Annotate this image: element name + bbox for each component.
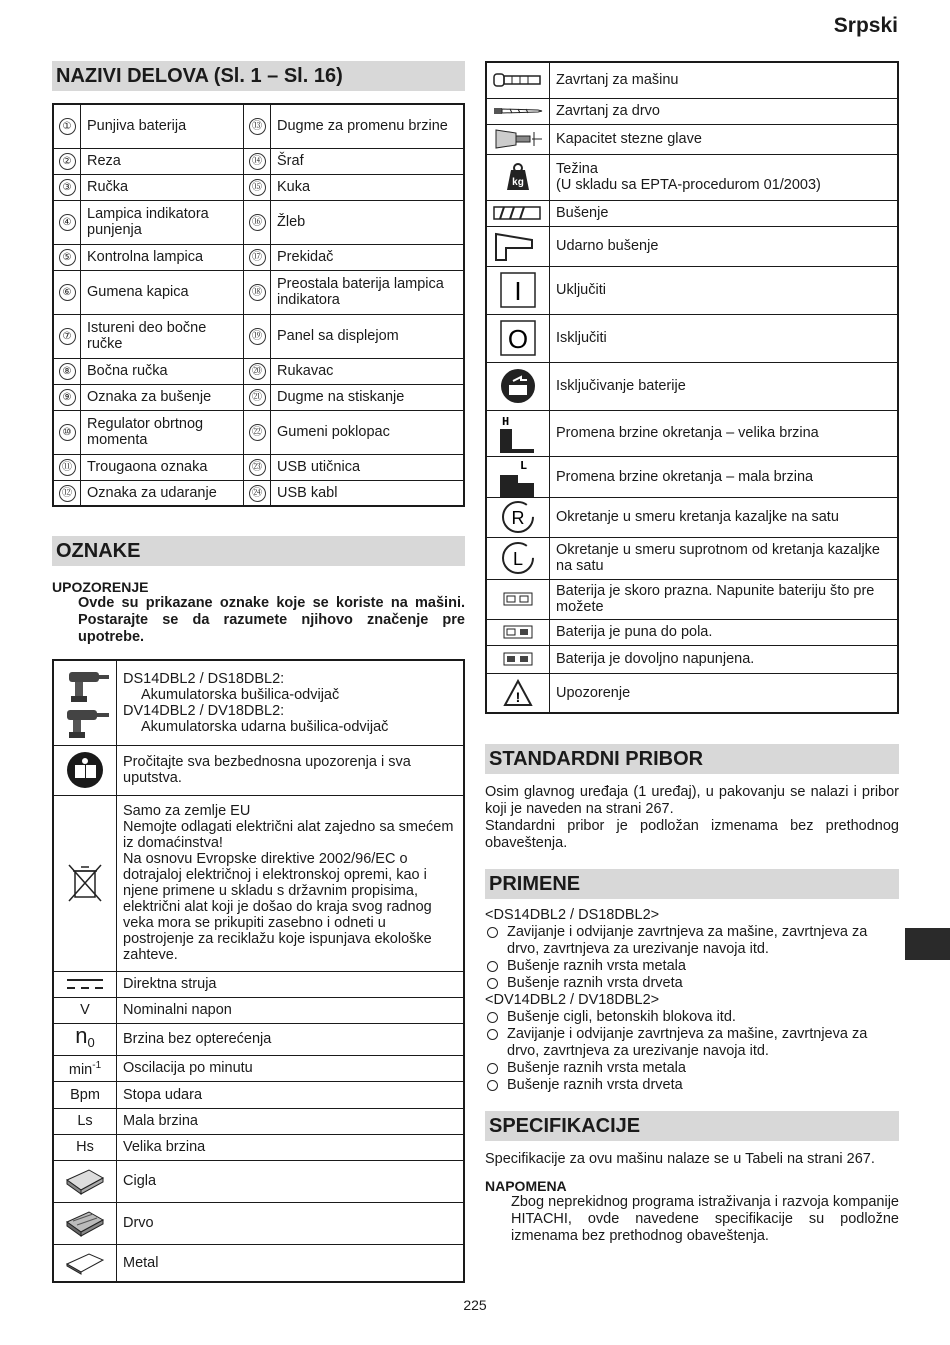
section-tab-marker bbox=[905, 928, 950, 960]
part-label: Gumeni poklopac bbox=[271, 410, 465, 454]
part-number: ⑲ bbox=[249, 328, 266, 345]
part-label: USB kabl bbox=[271, 480, 465, 506]
table-row bbox=[53, 1055, 464, 1081]
table-row bbox=[486, 497, 898, 537]
unit-symbol bbox=[53, 1055, 117, 1081]
model-line: DV14DBL2 / DV18DBL2: bbox=[123, 702, 285, 719]
unit-text: Direktna struja bbox=[117, 971, 465, 997]
part-number: ⑭ bbox=[249, 153, 266, 170]
part-number: ③ bbox=[59, 179, 76, 196]
unit-symbol-sup: -1 bbox=[92, 1060, 102, 1072]
unit-text: Nominalni napon bbox=[117, 997, 465, 1023]
part-number-cell bbox=[53, 358, 81, 384]
part-label: Panel sa displejom bbox=[271, 314, 465, 358]
svg-text:I: I bbox=[514, 276, 522, 306]
battery-remove-icon bbox=[486, 362, 550, 410]
part-number: ⑦ bbox=[59, 328, 76, 345]
table-row bbox=[53, 1244, 464, 1282]
unit-symbol-main: n bbox=[75, 1022, 88, 1048]
primene-group1: <DS14DBL2 / DS18DBL2> bbox=[485, 907, 660, 923]
table-row bbox=[486, 456, 898, 497]
low-speed-icon bbox=[486, 456, 550, 497]
drill-icon bbox=[486, 200, 550, 226]
battery-low-icon bbox=[486, 579, 550, 619]
table-row bbox=[53, 104, 464, 148]
part-label: Gumena kapica bbox=[81, 270, 244, 314]
model-line: Akumulatorska udarna bušilica-odvijač bbox=[141, 718, 389, 735]
weee-text: Samo za zemlje EU Nemojte odlagati električni alat zajedno sa smećem iz domaćinstva! Na osnovu Evropske direktive 2002/96/EC o dotrajaloj električnoj i elektronskoj opremi, kao i njene primene u skladu s državnim propisima, električni alat koji je došao do kraja svog radnog veka mora se prikupiti zasebno i odneti u postrojenje za reciklažu koje ispunjava ekološke zahteve. bbox=[117, 795, 465, 971]
table-row bbox=[53, 270, 464, 314]
part-number-cell bbox=[53, 480, 81, 506]
table-row bbox=[486, 619, 898, 645]
part-number-cell bbox=[244, 200, 271, 244]
part-label: Preostala baterija lampica indikatora bbox=[271, 270, 465, 314]
symbol-text: Udarno bušenje bbox=[550, 226, 899, 266]
part-number-cell bbox=[244, 314, 271, 358]
table-row bbox=[486, 314, 898, 362]
brick-icon bbox=[53, 1160, 117, 1202]
battery-half-icon bbox=[486, 619, 550, 645]
table-row bbox=[53, 410, 464, 454]
part-label: Dugme na stiskanje bbox=[271, 384, 465, 410]
note-text: Zbog neprekidnog programa istraživanja i razvoja kompanije HITACHI, ovde navedene specifikacije su podložne izmenama bez prethodnog obaveštenja. bbox=[511, 1194, 899, 1244]
table-row bbox=[53, 1160, 464, 1202]
list-item: Zavijanje i odvijanje zavrtnjeva za mašine, zavrtnjeva za drvo, zavrtnjeva za urezivanje navoja itd. bbox=[485, 1026, 899, 1060]
table-row bbox=[486, 410, 898, 456]
table-row bbox=[53, 745, 464, 795]
part-number: ⑧ bbox=[59, 363, 76, 380]
table-row bbox=[486, 200, 898, 226]
metal-icon bbox=[53, 1244, 117, 1282]
part-label: Reza bbox=[81, 148, 244, 174]
primene-title: PRIMENE bbox=[485, 869, 899, 899]
wood-icon bbox=[53, 1202, 117, 1244]
symbol-text: Zavrtanj za drvo bbox=[550, 98, 899, 124]
unit-text: Stopa udara bbox=[117, 1081, 465, 1108]
part-label: Šraf bbox=[271, 148, 465, 174]
part-number-cell bbox=[244, 384, 271, 410]
spec-p1: Specifikacije za ovu mašinu nalaze se u Tabeli na strani 267. bbox=[485, 1151, 875, 1167]
part-number-cell bbox=[244, 410, 271, 454]
symbol-text: Promena brzine okretanja – mala brzina bbox=[550, 456, 899, 497]
clockwise-icon bbox=[486, 497, 550, 537]
standard-p1: Osim glavnog uređaja (1 uređaj), u pakovanju se nalazi i pribor koji je naveden na strani 267. bbox=[485, 784, 899, 817]
part-number-cell bbox=[244, 244, 271, 270]
svg-text:L: L bbox=[520, 458, 528, 473]
hammer-icon bbox=[486, 226, 550, 266]
table-row bbox=[53, 971, 464, 997]
primene-group2: <DV14DBL2 / DV18DBL2> bbox=[485, 992, 660, 1008]
parts-title: NAZIVI DELOVA (Sl. 1 – Sl. 16) bbox=[52, 61, 465, 91]
part-number-cell bbox=[244, 480, 271, 506]
drill-tools-icon bbox=[53, 660, 117, 745]
symbol-text: Okretanje u smeru kretanja kazaljke na satu bbox=[550, 497, 899, 537]
unit-symbol: Bpm bbox=[53, 1081, 117, 1108]
part-label: Kuka bbox=[271, 174, 465, 200]
symbol-text: Upozorenje bbox=[550, 673, 899, 713]
table-row bbox=[486, 62, 898, 98]
unit-text: Oscilacija po minutu bbox=[117, 1055, 465, 1081]
table-row bbox=[53, 200, 464, 244]
part-number: ㉓ bbox=[249, 459, 266, 476]
table-row bbox=[53, 1108, 464, 1134]
symbols-table-right bbox=[485, 61, 899, 714]
part-number: ⑯ bbox=[249, 214, 266, 231]
table-row bbox=[486, 154, 898, 200]
table-row bbox=[486, 673, 898, 713]
on-icon bbox=[486, 266, 550, 314]
weee-bin-icon bbox=[53, 795, 117, 971]
right-column bbox=[485, 0, 899, 1245]
table-row bbox=[53, 148, 464, 174]
part-number-cell bbox=[244, 104, 271, 148]
note-heading: NAPOMENA bbox=[485, 1178, 567, 1194]
spec-title: SPECIFIKACIJE bbox=[485, 1111, 899, 1141]
list-item: Bušenje raznih vrsta metala bbox=[485, 1060, 899, 1077]
unit-text: Brzina bez opterećenja bbox=[117, 1023, 465, 1055]
part-number-cell bbox=[53, 454, 81, 480]
read-manual-text: Pročitajte sva bezbednosna upozorenja i sva uputstva. bbox=[117, 745, 465, 795]
svg-text:L: L bbox=[512, 549, 524, 569]
part-label: USB utičnica bbox=[271, 454, 465, 480]
model-cell bbox=[117, 660, 465, 745]
unit-symbol bbox=[53, 1023, 117, 1055]
model-line: Akumulatorska bušilica-odvijač bbox=[141, 686, 340, 703]
symbol-text: Promena brzine okretanja – velika brzina bbox=[550, 410, 899, 456]
chuck-icon bbox=[486, 124, 550, 154]
part-label: Bočna ručka bbox=[81, 358, 244, 384]
part-number-cell bbox=[53, 244, 81, 270]
language-label: Srpski bbox=[833, 14, 898, 37]
standard-p2: Standardni pribor je podložan izmenama bez prethodnog obaveštenja. bbox=[485, 818, 899, 851]
unit-symbol: Hs bbox=[53, 1134, 117, 1160]
oznake-title: OZNAKE bbox=[52, 536, 465, 566]
list-item: Zavijanje i odvijanje zavrtnjeva za mašine, zavrtnjeva za drvo, zavrtnjeva za urezivanje navoja itd. bbox=[485, 924, 899, 958]
part-number-cell bbox=[244, 358, 271, 384]
unit-symbol-sub: 0 bbox=[87, 1034, 95, 1050]
material-text: Drvo bbox=[117, 1202, 465, 1244]
symbol-text: Isključiti bbox=[550, 314, 899, 362]
part-number-cell bbox=[53, 200, 81, 244]
part-label: Rukavac bbox=[271, 358, 465, 384]
table-row bbox=[53, 1023, 464, 1055]
part-number: ㉒ bbox=[249, 424, 266, 441]
svg-text:R: R bbox=[511, 508, 525, 528]
part-number: ⑰ bbox=[249, 249, 266, 266]
standard-title: STANDARDNI PRIBOR bbox=[485, 744, 899, 774]
part-number: ② bbox=[59, 153, 76, 170]
list-item: Bušenje raznih vrsta drveta bbox=[485, 975, 899, 992]
part-number: ⑱ bbox=[249, 284, 266, 301]
table-row bbox=[486, 362, 898, 410]
svg-text:H: H bbox=[502, 415, 510, 429]
table-row bbox=[486, 226, 898, 266]
part-number-cell bbox=[53, 384, 81, 410]
part-number-cell bbox=[53, 148, 81, 174]
part-number: ⑳ bbox=[249, 363, 266, 380]
part-label: Ručka bbox=[81, 174, 244, 200]
unit-symbol-main: min bbox=[68, 1061, 93, 1078]
part-number: ④ bbox=[59, 214, 76, 231]
symbol-text: Težina (U skladu sa EPTA-procedurom 01/2003) bbox=[550, 154, 899, 200]
symbol-text: Bušenje bbox=[550, 200, 899, 226]
table-row bbox=[53, 174, 464, 200]
part-number: ㉔ bbox=[249, 485, 266, 502]
part-label: Dugme za promenu brzine bbox=[271, 104, 465, 148]
part-number-cell bbox=[244, 174, 271, 200]
table-row bbox=[53, 358, 464, 384]
part-label: Punjiva baterija bbox=[81, 104, 244, 148]
part-number: ⑥ bbox=[59, 284, 76, 301]
part-number: ① bbox=[59, 118, 76, 135]
table-row bbox=[53, 314, 464, 358]
part-number-cell bbox=[53, 314, 81, 358]
svg-text:!: ! bbox=[515, 688, 521, 705]
unit-text: Velika brzina bbox=[117, 1134, 465, 1160]
warning-heading: UPOZORENJE bbox=[52, 579, 149, 595]
table-row bbox=[53, 795, 464, 971]
svg-text:kg: kg bbox=[512, 177, 524, 188]
page-number: 225 bbox=[463, 1297, 487, 1313]
part-number: ⑮ bbox=[249, 179, 266, 196]
svg-text:O: O bbox=[507, 324, 529, 354]
unit-text: Mala brzina bbox=[117, 1108, 465, 1134]
part-number: ㉑ bbox=[249, 389, 266, 406]
part-label: Žleb bbox=[271, 200, 465, 244]
symbol-text: Baterija je puna do pola. bbox=[550, 619, 899, 645]
part-number-cell bbox=[53, 270, 81, 314]
part-number-cell bbox=[53, 104, 81, 148]
part-number: ⑤ bbox=[59, 249, 76, 266]
table-row bbox=[53, 454, 464, 480]
part-number: ⑫ bbox=[59, 485, 76, 502]
part-number: ⑪ bbox=[59, 459, 76, 476]
table-row bbox=[53, 1202, 464, 1244]
warning-text: Ovde su prikazane oznake koje se koriste na mašini. Postarajte se da razumete njihovo značenje pre upotrebe. bbox=[78, 595, 465, 645]
symbol-text: Isključivanje baterije bbox=[550, 362, 899, 410]
battery-full-icon bbox=[486, 645, 550, 673]
part-label: Kontrolna lampica bbox=[81, 244, 244, 270]
part-label: Oznaka za udaranje bbox=[81, 480, 244, 506]
table-row bbox=[53, 384, 464, 410]
material-text: Cigla bbox=[117, 1160, 465, 1202]
table-row bbox=[53, 997, 464, 1023]
symbol-text: Okretanje u smeru suprotnom od kretanja kazaljke na satu bbox=[550, 537, 899, 579]
read-manual-icon bbox=[53, 745, 117, 795]
dc-current-icon bbox=[53, 971, 117, 997]
part-number: ⑩ bbox=[59, 424, 76, 441]
table-row bbox=[53, 480, 464, 506]
parts-table bbox=[52, 103, 465, 507]
list-item: Bušenje raznih vrsta drveta bbox=[485, 1077, 899, 1094]
symbol-text: Baterija je dovoljno napunjena. bbox=[550, 645, 899, 673]
part-label: Istureni deo bočne ručke bbox=[81, 314, 244, 358]
symbol-text: Baterija je skoro prazna. Napunite bateriju što pre možete bbox=[550, 579, 899, 619]
table-row bbox=[53, 244, 464, 270]
part-number: ⑨ bbox=[59, 389, 76, 406]
model-line: DS14DBL2 / DS18DBL2: bbox=[123, 670, 285, 687]
part-label: Trougaona oznaka bbox=[81, 454, 244, 480]
table-row bbox=[53, 660, 464, 745]
symbols-table-left bbox=[52, 659, 465, 1283]
part-number-cell bbox=[53, 410, 81, 454]
counter-clockwise-icon bbox=[486, 537, 550, 579]
unit-symbol: Ls bbox=[53, 1108, 117, 1134]
warning-icon bbox=[486, 673, 550, 713]
part-number-cell bbox=[53, 174, 81, 200]
table-row bbox=[53, 1134, 464, 1160]
symbol-text: Kapacitet stezne glave bbox=[550, 124, 899, 154]
material-text: Metal bbox=[117, 1244, 465, 1282]
off-icon bbox=[486, 314, 550, 362]
part-number: ⑬ bbox=[249, 118, 266, 135]
part-label: Prekidač bbox=[271, 244, 465, 270]
table-row bbox=[486, 537, 898, 579]
unit-symbol: V bbox=[53, 997, 117, 1023]
part-number-cell bbox=[244, 270, 271, 314]
table-row bbox=[486, 645, 898, 673]
wood-screw-icon bbox=[486, 98, 550, 124]
symbol-text: Uključiti bbox=[550, 266, 899, 314]
table-row bbox=[486, 98, 898, 124]
part-number-cell bbox=[244, 148, 271, 174]
high-speed-icon bbox=[486, 410, 550, 456]
part-label: Regulator obrtnog momenta bbox=[81, 410, 244, 454]
symbol-text: Zavrtanj za mašinu bbox=[550, 62, 899, 98]
machine-screw-icon bbox=[486, 62, 550, 98]
list-item: Bušenje raznih vrsta metala bbox=[485, 958, 899, 975]
weight-icon bbox=[486, 154, 550, 200]
part-label: Oznaka za bušenje bbox=[81, 384, 244, 410]
table-row bbox=[486, 124, 898, 154]
table-row bbox=[486, 579, 898, 619]
part-label: Lampica indikatora punjenja bbox=[81, 200, 244, 244]
list-item: Bušenje cigli, betonskih blokova itd. bbox=[485, 1009, 899, 1026]
table-row bbox=[486, 266, 898, 314]
left-column bbox=[52, 0, 465, 1283]
part-number-cell bbox=[244, 454, 271, 480]
table-row bbox=[53, 1081, 464, 1108]
